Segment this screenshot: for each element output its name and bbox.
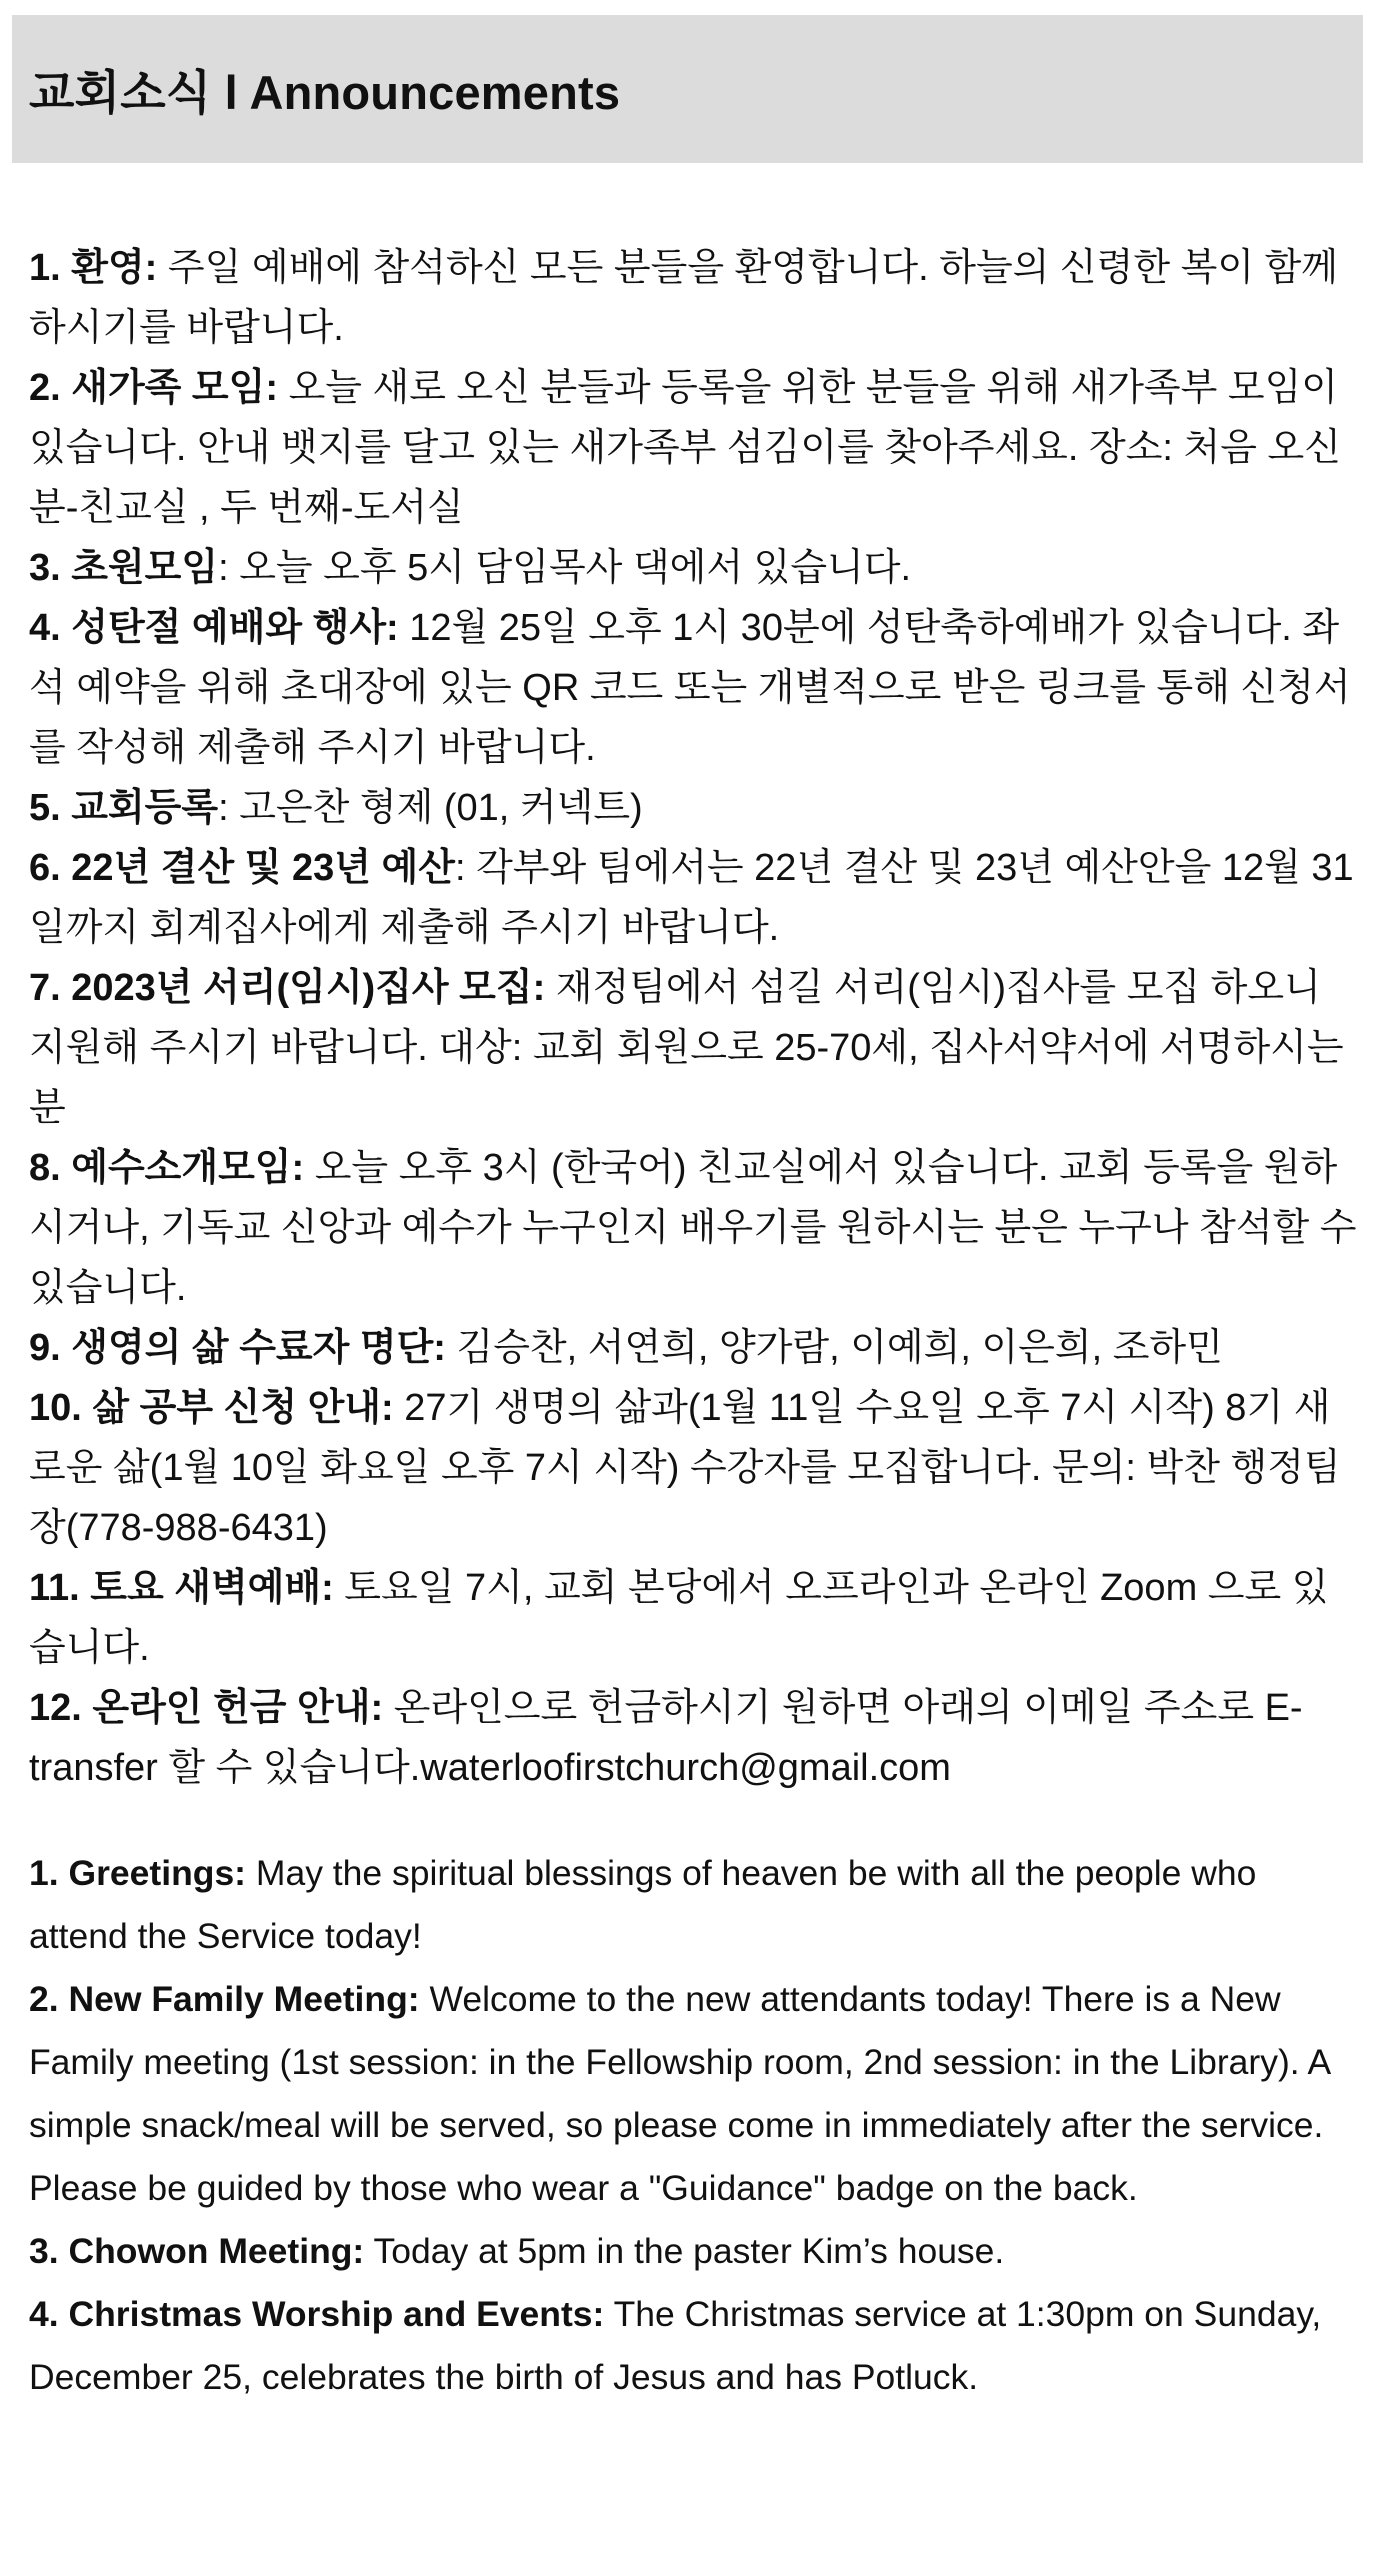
korean-announcements-list — [29, 238, 1359, 1798]
announcements-header — [12, 15, 1363, 163]
page-title: 교회소식 l Announcements — [29, 65, 621, 119]
item-text: 토요일 7시, 교회 본당에서 오프라인과 온라인 Zoom 으로 있습니다. — [29, 1567, 1329, 1669]
english-item — [29, 2220, 1359, 2283]
item-text: 재정팀에서 섬길 서리(임시)집사를 모집 하오니 지원해 주시기 바랍니다. 대상: 교회 회원으로 25-70세, 집사서약서에 서명하시는 분 — [29, 967, 1344, 1129]
korean-item — [29, 538, 1359, 598]
item-text: The Christmas service at 1:30pm on Sunday, December 25, celebrates the birth of Jesus and has Potluck. — [29, 2294, 1322, 2397]
english-announcements-list — [29, 1842, 1359, 2409]
item-text: : 오늘 오후 5시 담임목사 댁에서 있습니다. — [218, 547, 912, 589]
korean-item — [29, 778, 1359, 838]
item-label: 12. 온라인 헌금 안내: — [29, 1687, 384, 1729]
item-label: 3. 초원모임 — [29, 547, 219, 589]
korean-item — [29, 838, 1359, 958]
item-text: May the spiritual blessings of heaven be with all the people who attend the Service today! — [29, 1853, 1257, 1956]
item-text: 김승찬, 서연희, 양가람, 이예희, 이은희, 조하민 — [445, 1327, 1223, 1369]
item-text: 27기 생명의 삶과(1월 11일 수요일 오후 7시 시작) 8기 새로운 삶(1월 10일 화요일 오후 7시 시작) 수강자를 모집합니다. 문의: 박찬 행정팀장(778-988-6431) — [29, 1387, 1341, 1549]
item-label: 8. 예수소개모임: — [29, 1147, 305, 1189]
english-item — [29, 2283, 1359, 2409]
item-label: 2. New Family Meeting: — [29, 1979, 420, 2019]
item-label: 7. 2023년 서리(임시)집사 모집: — [29, 967, 546, 1009]
english-item — [29, 1842, 1359, 1968]
item-label: 5. 교회등록 — [29, 787, 219, 829]
item-text: : 고은찬 형제 (01, 커넥트) — [218, 787, 643, 829]
korean-item — [29, 1678, 1359, 1798]
korean-item — [29, 1378, 1359, 1558]
item-text: 주일 예배에 참석하신 모든 분들을 환영합니다. 하늘의 신령한 복이 함께 하시기를 바랍니다. — [29, 247, 1338, 349]
english-item — [29, 1968, 1359, 2220]
item-text: 오늘 오후 3시 (한국어) 친교실에서 있습니다. 교회 등록을 원하시거나, 기독교 신앙과 예수가 누구인지 배우기를 원하시는 분은 누구나 참석할 수 있습니다. — [29, 1147, 1357, 1309]
item-text: 온라인으로 헌금하시기 원하면 아래의 이메일 주소로 E-transfer 할 수 있습니다.waterloofirstchurch@gmail.com — [29, 1687, 1303, 1789]
korean-item — [29, 238, 1359, 358]
korean-item — [29, 958, 1359, 1138]
item-label: 11. 토요 새벽예배: — [29, 1567, 334, 1609]
item-label: 9. 생영의 삶 수료자 명단: — [29, 1327, 446, 1369]
item-text: Today at 5pm in the paster Kim’s house. — [364, 2231, 1005, 2271]
korean-item — [29, 1558, 1359, 1678]
item-text: : 각부와 팀에서는 22년 결산 및 23년 예산안을 12월 31일까지 회계집사에게 제출해 주시기 바랍니다. — [29, 847, 1354, 949]
item-label: 1. Greetings: — [29, 1853, 247, 1893]
item-label: 4. Christmas Worship and Events: — [29, 2294, 605, 2334]
item-label: 1. 환영: — [29, 247, 158, 289]
item-label: 3. Chowon Meeting: — [29, 2231, 365, 2271]
item-label: 6. 22년 결산 및 23년 예산 — [29, 847, 455, 889]
korean-item — [29, 1318, 1359, 1378]
korean-item — [29, 358, 1359, 538]
korean-item — [29, 598, 1359, 778]
item-label: 4. 성탄절 예배와 행사: — [29, 607, 399, 649]
item-text: 12월 25일 오후 1시 30분에 성탄축하예배가 있습니다. 좌석 예약을 위해 초대장에 있는 QR 코드 또는 개별적으로 받은 링크를 통해 신청서를 작성해 제출해 주시기 바랍니다. — [29, 607, 1351, 769]
korean-item — [29, 1138, 1359, 1318]
item-label: 2. 새가족 모임: — [29, 367, 279, 409]
item-text: Welcome to the new attendants today! There is a New Family meeting (1st session: in the Fellowship room, 2nd session: in the Library). A simple snack/meal will be served, so please come in immediately after the service. Please be guided by those who wear a "Guidance" badge on the back. — [29, 1979, 1330, 2208]
item-label: 10. 삶 공부 신청 안내: — [29, 1387, 394, 1429]
item-text: 오늘 새로 오신 분들과 등록을 위한 분들을 위해 새가족부 모임이 있습니다. 안내 뱃지를 달고 있는 새가족부 섬김이를 찾아주세요. 장소: 처음 오신 분-친교실 , 두 번째-도서실 — [29, 367, 1341, 529]
